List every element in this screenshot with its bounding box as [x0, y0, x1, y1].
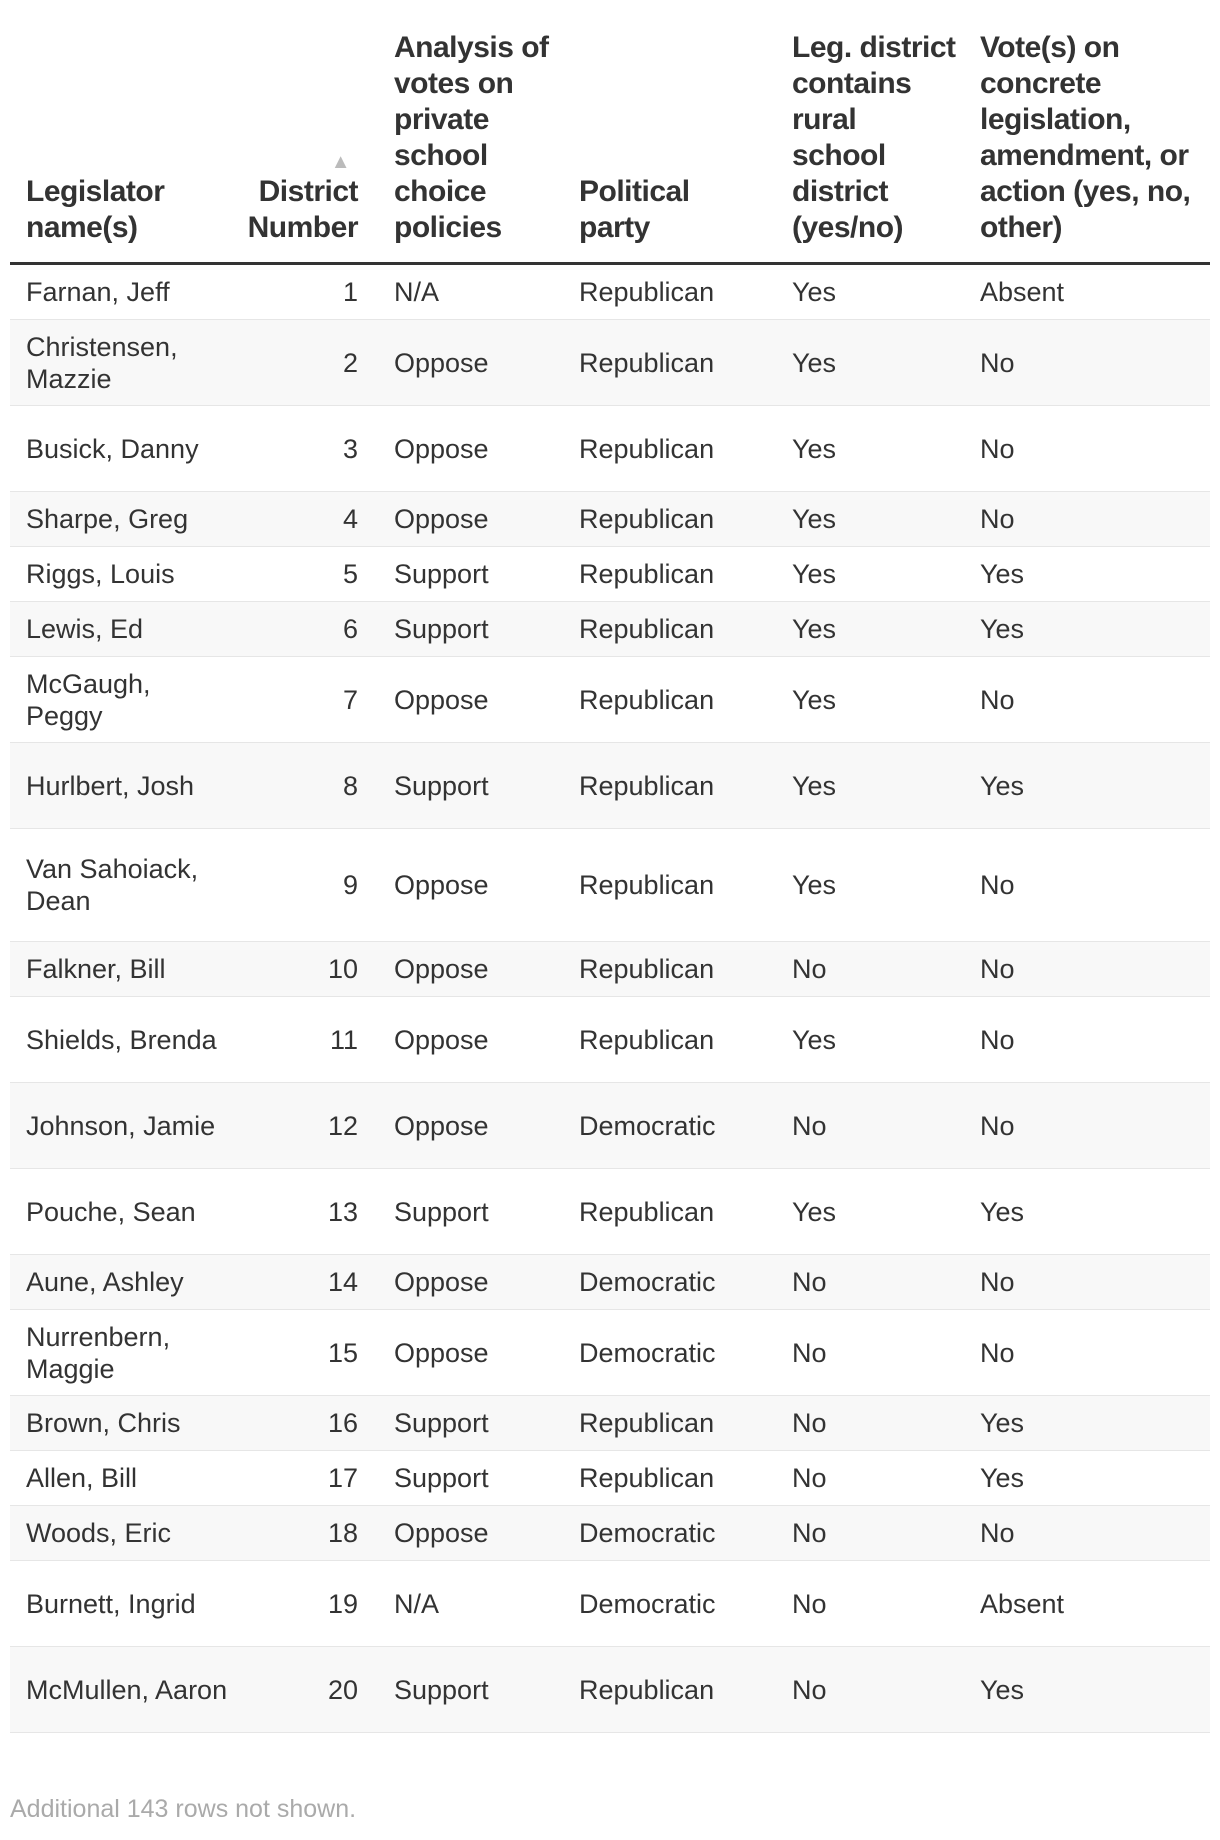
cell-vote: No [964, 942, 1210, 997]
cell-rural-district: No [776, 942, 964, 997]
cell-vote: No [964, 406, 1210, 492]
table-row [10, 657, 1210, 743]
cell-political-party: Republican [563, 547, 776, 602]
header-rural-label: Leg. district contains rural school district (yes/no) [792, 31, 956, 244]
cell-legislator-name: Nurrenbern, Maggie [10, 1310, 236, 1396]
cell-legislator-name: Riggs, Louis [10, 547, 236, 602]
cell-district-number: 6 [236, 602, 378, 657]
cell-district-number: 18 [236, 1506, 378, 1561]
table-row [10, 1310, 1210, 1396]
cell-vote: No [964, 657, 1210, 743]
cell-analysis: Oppose [378, 320, 563, 406]
cell-political-party: Republican [563, 657, 776, 743]
cell-analysis: Support [378, 1451, 563, 1506]
cell-vote: No [964, 1255, 1210, 1310]
table-row [10, 1169, 1210, 1255]
cell-district-number: 12 [236, 1083, 378, 1169]
cell-district-number: 7 [236, 657, 378, 743]
cell-legislator-name: Brown, Chris [10, 1396, 236, 1451]
table-row [10, 602, 1210, 657]
table-body [10, 264, 1210, 1733]
column-header-analysis[interactable] [378, 30, 563, 264]
cell-legislator-name: Lewis, Ed [10, 602, 236, 657]
cell-analysis: Oppose [378, 1310, 563, 1396]
cell-district-number: 19 [236, 1561, 378, 1647]
cell-analysis: Oppose [378, 406, 563, 492]
cell-vote: No [964, 320, 1210, 406]
cell-rural-district: Yes [776, 657, 964, 743]
cell-vote: Absent [964, 264, 1210, 320]
cell-political-party: Republican [563, 320, 776, 406]
cell-analysis: Support [378, 743, 563, 829]
cell-analysis: Oppose [378, 1255, 563, 1310]
cell-legislator-name: Falkner, Bill [10, 942, 236, 997]
header-vote-label: Vote(s) on concrete legislation, amendment, or action (yes, no, other) [980, 31, 1191, 244]
cell-district-number: 3 [236, 406, 378, 492]
cell-district-number: 1 [236, 264, 378, 320]
cell-district-number: 15 [236, 1310, 378, 1396]
cell-legislator-name: Van Sahoiack, Dean [10, 829, 236, 942]
cell-district-number: 11 [236, 997, 378, 1083]
cell-political-party: Democratic [563, 1561, 776, 1647]
cell-legislator-name: Farnan, Jeff [10, 264, 236, 320]
cell-rural-district: No [776, 1451, 964, 1506]
cell-analysis: Oppose [378, 829, 563, 942]
table-row [10, 743, 1210, 829]
column-header-name[interactable] [10, 30, 236, 264]
table-row [10, 406, 1210, 492]
cell-legislator-name: Christensen, Mazzie [10, 320, 236, 406]
cell-analysis: Oppose [378, 492, 563, 547]
cell-analysis: Oppose [378, 942, 563, 997]
cell-vote: Yes [964, 547, 1210, 602]
table-row [10, 997, 1210, 1083]
header-name-label: Legislator name(s) [26, 175, 165, 244]
cell-legislator-name: Hurlbert, Josh [10, 743, 236, 829]
cell-analysis: Support [378, 1169, 563, 1255]
cell-analysis: Support [378, 547, 563, 602]
header-analysis-label: Analysis of votes on private school choice policies [394, 31, 549, 244]
cell-legislator-name: Aune, Ashley [10, 1255, 236, 1310]
cell-rural-district: Yes [776, 743, 964, 829]
table-row [10, 1083, 1210, 1169]
column-header-rural[interactable] [776, 30, 964, 264]
cell-political-party: Republican [563, 743, 776, 829]
cell-rural-district: Yes [776, 602, 964, 657]
table-row [10, 1396, 1210, 1451]
cell-political-party: Republican [563, 406, 776, 492]
cell-rural-district: Yes [776, 406, 964, 492]
cell-vote: Yes [964, 1647, 1210, 1733]
cell-district-number: 20 [236, 1647, 378, 1733]
cell-district-number: 8 [236, 743, 378, 829]
table-row [10, 320, 1210, 406]
cell-vote: No [964, 997, 1210, 1083]
cell-rural-district: No [776, 1083, 964, 1169]
column-header-party[interactable] [563, 30, 776, 264]
cell-vote: No [964, 829, 1210, 942]
cell-vote: Yes [964, 743, 1210, 829]
cell-rural-district: No [776, 1506, 964, 1561]
cell-rural-district: Yes [776, 547, 964, 602]
cell-vote: No [964, 492, 1210, 547]
cell-vote: Absent [964, 1561, 1210, 1647]
cell-analysis: N/A [378, 264, 563, 320]
header-district-label: District Number [247, 175, 358, 244]
table-row [10, 547, 1210, 602]
table-row [10, 1506, 1210, 1561]
cell-political-party: Democratic [563, 1255, 776, 1310]
column-header-vote[interactable] [964, 30, 1210, 264]
cell-rural-district: Yes [776, 829, 964, 942]
cell-rural-district: No [776, 1561, 964, 1647]
cell-rural-district: Yes [776, 264, 964, 320]
cell-legislator-name: Busick, Danny [10, 406, 236, 492]
cell-legislator-name: Shields, Brenda [10, 997, 236, 1083]
cell-rural-district: No [776, 1396, 964, 1451]
rows-not-shown-note: Additional 143 rows not shown. [10, 1795, 357, 1823]
cell-district-number: 10 [236, 942, 378, 997]
cell-district-number: 4 [236, 492, 378, 547]
cell-rural-district: No [776, 1255, 964, 1310]
cell-political-party: Republican [563, 602, 776, 657]
cell-legislator-name: Burnett, Ingrid [10, 1561, 236, 1647]
table-row [10, 829, 1210, 942]
cell-vote: Yes [964, 1169, 1210, 1255]
cell-vote: No [964, 1506, 1210, 1561]
cell-legislator-name: McGaugh, Peggy [10, 657, 236, 743]
cell-district-number: 17 [236, 1451, 378, 1506]
cell-legislator-name: McMullen, Aaron [10, 1647, 236, 1733]
cell-rural-district: Yes [776, 320, 964, 406]
cell-political-party: Democratic [563, 1310, 776, 1396]
cell-political-party: Republican [563, 264, 776, 320]
cell-vote: No [964, 1310, 1210, 1396]
cell-legislator-name: Woods, Eric [10, 1506, 236, 1561]
header-row [10, 30, 1210, 264]
table-row [10, 264, 1210, 320]
table-row [10, 1561, 1210, 1647]
cell-vote: Yes [964, 1451, 1210, 1506]
legislator-table [10, 30, 1210, 1733]
table-row [10, 1647, 1210, 1733]
cell-rural-district: No [776, 1647, 964, 1733]
cell-district-number: 14 [236, 1255, 378, 1310]
column-header-district[interactable] [236, 30, 378, 264]
table-header [10, 30, 1210, 264]
cell-political-party: Republican [563, 942, 776, 997]
table-row [10, 1255, 1210, 1310]
table-row [10, 492, 1210, 547]
cell-political-party: Republican [563, 1451, 776, 1506]
cell-analysis: Oppose [378, 1506, 563, 1561]
cell-rural-district: No [776, 1310, 964, 1396]
cell-district-number: 9 [236, 829, 378, 942]
cell-analysis: Oppose [378, 1083, 563, 1169]
cell-analysis: Support [378, 602, 563, 657]
cell-rural-district: Yes [776, 1169, 964, 1255]
cell-analysis: Support [378, 1647, 563, 1733]
cell-vote: No [964, 1083, 1210, 1169]
cell-legislator-name: Sharpe, Greg [10, 492, 236, 547]
cell-political-party: Republican [563, 492, 776, 547]
cell-analysis: N/A [378, 1561, 563, 1647]
cell-vote: Yes [964, 602, 1210, 657]
cell-political-party: Democratic [563, 1506, 776, 1561]
cell-analysis: Oppose [378, 997, 563, 1083]
cell-legislator-name: Pouche, Sean [10, 1169, 236, 1255]
cell-district-number: 2 [236, 320, 378, 406]
cell-legislator-name: Allen, Bill [10, 1451, 236, 1506]
cell-analysis: Support [378, 1396, 563, 1451]
cell-political-party: Republican [563, 829, 776, 942]
cell-political-party: Republican [563, 997, 776, 1083]
cell-legislator-name: Johnson, Jamie [10, 1083, 236, 1169]
cell-district-number: 5 [236, 547, 378, 602]
cell-political-party: Republican [563, 1169, 776, 1255]
table-row [10, 942, 1210, 997]
cell-analysis: Oppose [378, 657, 563, 743]
header-party-label: Political party [579, 175, 690, 244]
cell-political-party: Republican [563, 1396, 776, 1451]
cell-political-party: Republican [563, 1647, 776, 1733]
cell-vote: Yes [964, 1396, 1210, 1451]
sort-ascending-icon: ▲ [330, 151, 350, 173]
cell-rural-district: Yes [776, 492, 964, 547]
cell-district-number: 16 [236, 1396, 378, 1451]
cell-district-number: 13 [236, 1169, 378, 1255]
cell-rural-district: Yes [776, 997, 964, 1083]
cell-political-party: Democratic [563, 1083, 776, 1169]
table-row [10, 1451, 1210, 1506]
